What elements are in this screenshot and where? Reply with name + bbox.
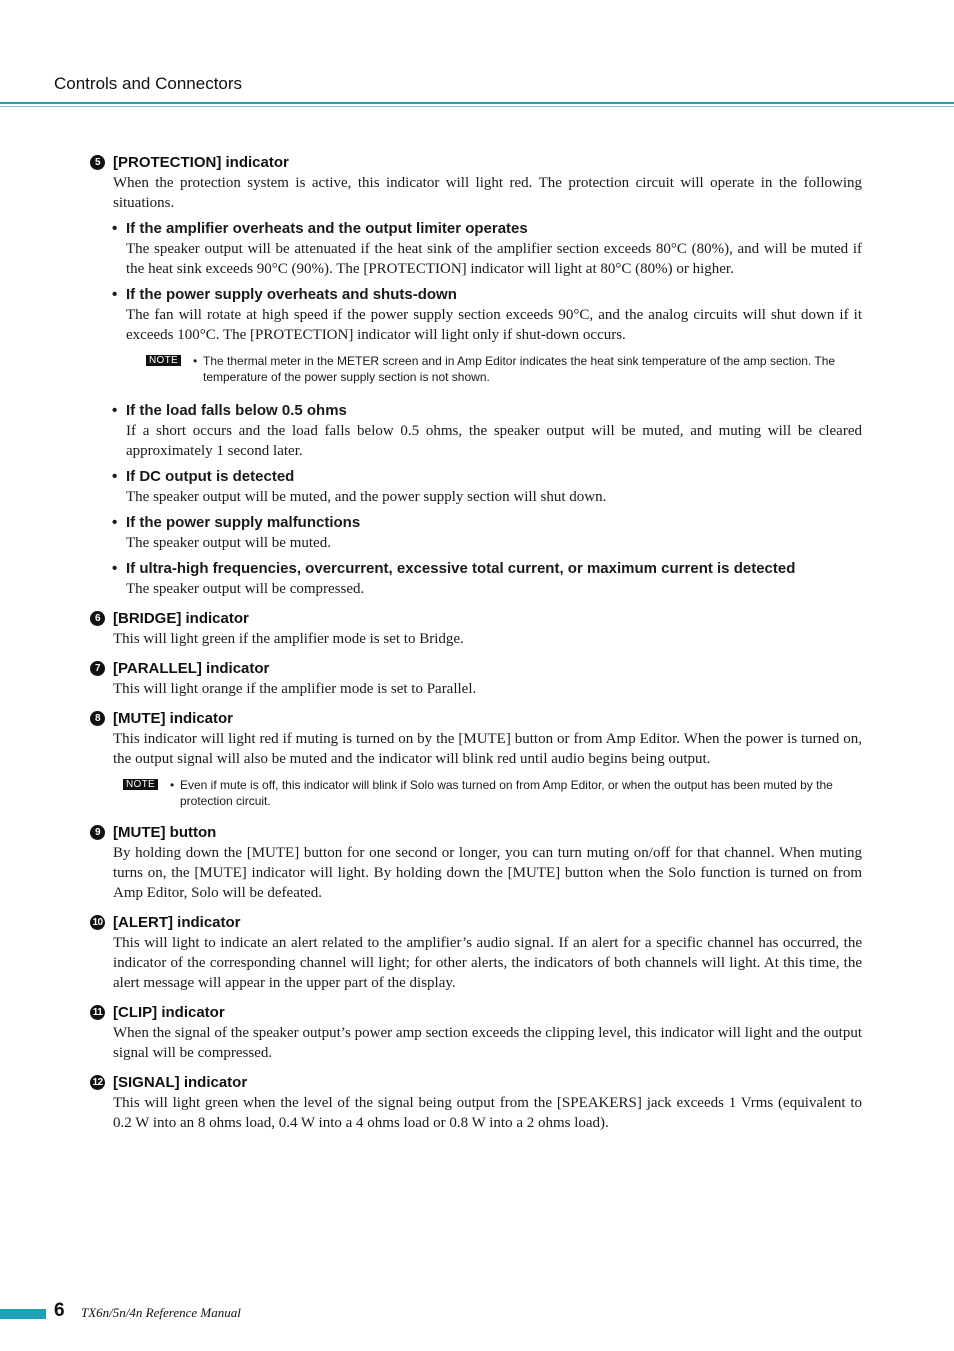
note-text xyxy=(193,353,862,385)
bullet-dot: • xyxy=(112,402,118,419)
bullet-title: If ultra-high frequencies, overcurrent, excessive total current, or maximum current is detected xyxy=(126,560,796,577)
section-title: [MUTE] button xyxy=(113,824,217,841)
bullet-heading xyxy=(112,401,862,421)
bullet-heading xyxy=(112,219,862,239)
bullet-body: The speaker output will be muted, and the power supply section will shut down. xyxy=(126,489,607,505)
page-content xyxy=(90,153,862,1133)
section-title: [BRIDGE] indicator xyxy=(113,610,249,627)
bullet-body: The speaker output will be compressed. xyxy=(126,581,365,597)
bullet-title: If the load falls below 0.5 ohms xyxy=(126,402,347,419)
bullet-dot: • xyxy=(112,286,118,303)
section-body: When the protection system is active, this indicator will light red. The protection circuit will operate in the following situations. xyxy=(113,175,862,211)
section-body: This will light to indicate an alert related to the amplifier’s audio signal. If an alert for a specific channel has occurred, the indicator of the corresponding channel will light; for other alerts, the indicators of both channels will light. At this time, the alert message will appear in the upper part of the display. xyxy=(113,935,862,991)
bullet-dot: • xyxy=(112,220,118,237)
footer-accent-bar xyxy=(0,1309,46,1319)
bullet-heading xyxy=(112,513,862,533)
section-title: [MUTE] indicator xyxy=(113,710,233,727)
section-heading-parallel xyxy=(90,659,862,679)
section-title: [ALERT] indicator xyxy=(113,914,241,931)
section-number-badge: 8 xyxy=(90,711,105,726)
section-heading-protection xyxy=(90,153,862,173)
note-block xyxy=(146,353,862,385)
bullet-title: If the power supply overheats and shuts-down xyxy=(126,286,457,303)
section-heading-bridge xyxy=(90,609,862,629)
section-title: [SIGNAL] indicator xyxy=(113,1074,248,1091)
bullet-body: The fan will rotate at high speed if the power supply section exceeds 90°C, and the analog circuits will shut down if it exceeds 100°C. The [PROTECTION] indicator will light only if shut-down occurs. xyxy=(126,307,862,343)
footer-manual-title: TX6n/5n/4n Reference Manual xyxy=(81,1305,241,1320)
bullet-dot: • xyxy=(170,778,175,792)
bullet-heading xyxy=(112,559,862,579)
section-number-badge: 9 xyxy=(90,825,105,840)
section-body: This will light green when the level of the signal being output from the [SPEAKERS] jack exceeds 1 Vrms (equivalent to 0.2 W into an 8 ohms load, 0.4 W into a 4 ohms load or 0.8 W into a 2 ohms load). xyxy=(113,1095,862,1131)
header-rule-thin xyxy=(0,106,954,107)
note-tag: NOTE xyxy=(123,779,158,790)
bullet-body: The speaker output will be attenuated if the heat sink of the amplifier section exceeds 80°C (80%), and will be muted if the heat sink exceeds 90°C (90%). The [PROTECTION] indicator will light at 80°C (80%) or higher. xyxy=(126,241,862,277)
section-heading-signal xyxy=(90,1073,862,1093)
bullet-dot: • xyxy=(193,354,198,368)
note-block xyxy=(123,777,862,809)
section-heading-mute-indicator xyxy=(90,709,862,729)
section-body: This will light orange if the amplifier mode is set to Parallel. xyxy=(113,681,477,697)
section-body: By holding down the [MUTE] button for one second or longer, you can turn muting on/off for that channel. When muting turns on, the [MUTE] indicator will light. By holding down the [MUTE] button when the Solo function is turned on from Amp Editor, Solo will be defeated. xyxy=(113,845,862,901)
bullet-body: The speaker output will be muted. xyxy=(126,535,331,551)
section-number-badge: 5 xyxy=(90,155,105,170)
section-number-badge: 11 xyxy=(90,1005,105,1020)
section-body: This indicator will light red if muting is turned on by the [MUTE] button or from Amp Editor. When the power is turned on, the output signal will also be muted and the indicator will blink red until audio begins being output. xyxy=(113,731,862,767)
section-title: [PROTECTION] indicator xyxy=(113,154,289,171)
section-number-badge: 12 xyxy=(90,1075,105,1090)
section-title: [CLIP] indicator xyxy=(113,1004,225,1021)
bullet-title: If the amplifier overheats and the output limiter operates xyxy=(126,220,528,237)
section-heading-mute-button xyxy=(90,823,862,843)
section-heading-clip xyxy=(90,1003,862,1023)
section-body: When the signal of the speaker output’s power amp section exceeds the clipping level, this indicator will light and the output signal will be compressed. xyxy=(113,1025,862,1061)
note-text-content: Even if mute is off, this indicator will blink if Solo was turned on from Amp Editor, or when the output has been muted by the protection circuit. xyxy=(180,778,833,808)
section-heading-alert xyxy=(90,913,862,933)
bullet-dot: • xyxy=(112,560,118,577)
page-header-title: Controls and Connectors xyxy=(54,74,243,93)
section-number-badge: 6 xyxy=(90,611,105,626)
header-rule xyxy=(0,102,954,104)
bullet-dot: • xyxy=(112,514,118,531)
bullet-dot: • xyxy=(112,468,118,485)
note-text-content: The thermal meter in the METER screen and in Amp Editor indicates the heat sink temperature of the amp section. The temperature of the power supply section is not shown. xyxy=(203,354,836,384)
bullet-body: If a short occurs and the load falls below 0.5 ohms, the speaker output will be muted, and muting will be cleared approximately 1 second later. xyxy=(126,423,862,459)
bullet-heading xyxy=(112,285,862,305)
bullet-title: If the power supply malfunctions xyxy=(126,514,361,531)
section-body: This will light green if the amplifier mode is set to Bridge. xyxy=(113,631,464,647)
page-number: 6 xyxy=(54,1300,65,1321)
section-number-badge: 10 xyxy=(90,915,105,930)
bullet-heading xyxy=(112,467,862,487)
section-number-badge: 7 xyxy=(90,661,105,676)
section-title: [PARALLEL] indicator xyxy=(113,660,270,677)
note-tag: NOTE xyxy=(146,355,181,366)
bullet-title: If DC output is detected xyxy=(126,468,295,485)
note-text xyxy=(170,777,862,809)
